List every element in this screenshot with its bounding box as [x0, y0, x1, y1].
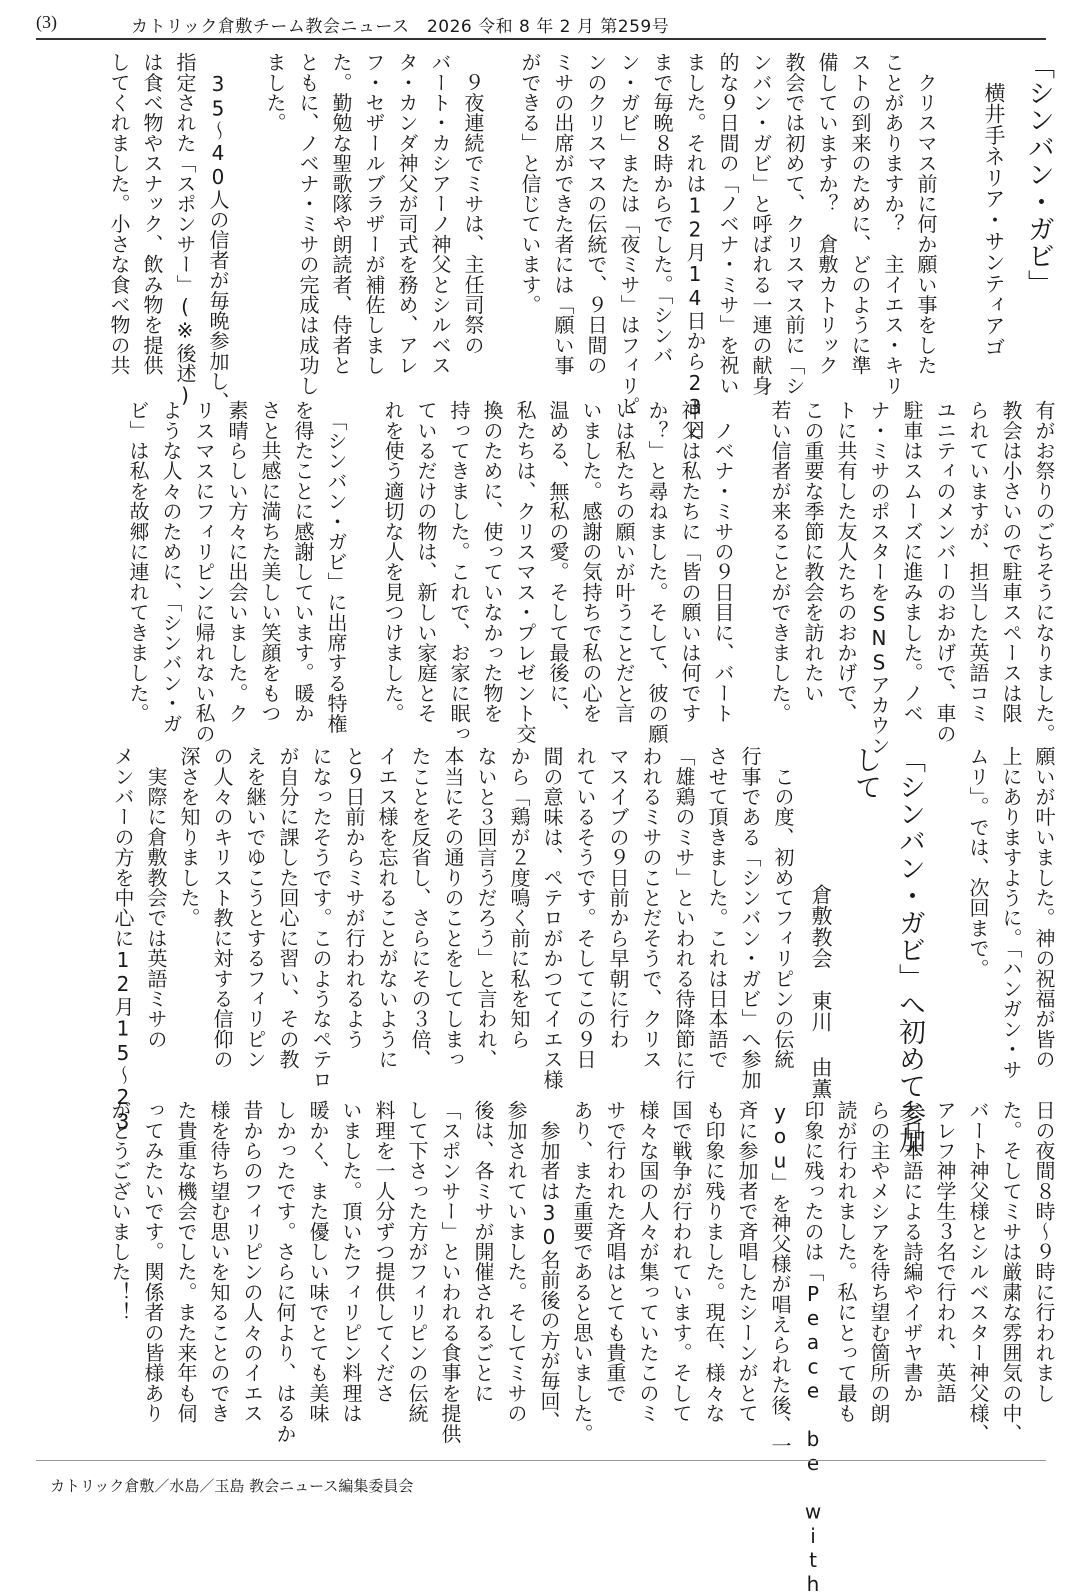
text-column: 駐車はスムーズに進みました。ノベ — [900, 400, 924, 724]
text-column: 日の夜間８時～９時に行われまし — [1032, 1100, 1056, 1403]
article-title: 「シンバン・ガビ」 — [1023, 52, 1054, 297]
text-column: 願いが叶いました。神の祝福が皆の — [1032, 746, 1056, 1070]
text-column: ンのクリスマスの伝統で、９日間の — [584, 52, 608, 376]
text-column: えを継いでゆこうとするフィリピン — [243, 746, 267, 1070]
text-column: ノベナ・ミサの９日目に、バート — [711, 400, 735, 724]
text-column: トに共有した友人たちのおかげで、 — [834, 400, 858, 724]
text-column: 素晴らしい方々に出会いました。ク — [225, 400, 249, 724]
text-column: も印象に残りました。現在、様々な — [702, 1100, 726, 1424]
text-column: しかったです。さらに何より、はるか — [273, 1100, 297, 1444]
text-column: 私たちは、クリスマス・プレゼント交 — [513, 400, 537, 744]
text-column: クリスマス前に何か願い事をした — [914, 52, 938, 376]
text-column: ミサの出席ができた者には「願い事 — [551, 52, 575, 376]
text-column: ました。それは12月14日から23日 — [683, 52, 707, 440]
text-column: ができる」と信じています。 — [518, 52, 542, 315]
newsletter-title: カトリック倉敷チーム教会ニュース 2026 令和 8 年 2 月 第259号 — [131, 17, 670, 37]
text-column: して下さった方がフィリピンの伝統 — [405, 1100, 429, 1424]
text-column: は食べ物やスナック、飲み物を提供 — [140, 52, 164, 376]
text-column: ンバン・ガビ」と呼ばれる一連の献身 — [749, 52, 773, 396]
text-column: ような人々のために、「シンバン・ガ — [159, 400, 183, 734]
page-header — [36, 10, 1046, 40]
text-column: 「スポンサー」といわれる食事を提供 — [438, 1100, 462, 1444]
text-column: た。勤勉な聖歌隊や朗読者、侍者と — [329, 52, 353, 376]
text-column: メンバーの方を中心に12月15～23 — [111, 746, 135, 1134]
text-column: を得たことに感謝しています。暖か — [291, 400, 315, 724]
text-column: サで行われた斉唱はとても貴重で — [603, 1100, 627, 1403]
text-column: になったそうです。このようなペテロ — [309, 746, 333, 1090]
text-column: 本当にその通りのことをしてしまっ — [441, 746, 465, 1070]
text-column: イエス様を忘れることがないように — [375, 746, 399, 1070]
text-column: 「雄鶏のミサ」といわれる待降節に行 — [672, 746, 696, 1090]
text-column: 「シンバン・ガビ」に出席する特権 — [324, 400, 348, 734]
text-column: た貴重な機会でした。また来年も伺 — [174, 1100, 198, 1424]
article-title: 「シンバン・ガビ」へ初めて参加 — [894, 746, 925, 1154]
text-column: と日本語による詩編やイザヤ書か — [900, 1100, 924, 1403]
text-column: 有がお祭りのごちそうになりました。 — [1032, 400, 1056, 744]
text-column: いは私たちの願いが叶うことだと言 — [612, 400, 636, 724]
text-column: 指定された「スポンサー」(※後述) — [173, 52, 197, 408]
tier-1 — [102, 52, 1060, 440]
tier-2 — [121, 400, 1060, 756]
text-column: 35～40人の信者が毎晩参加し、 — [206, 52, 230, 412]
text-column: たことを反省し、さらにその３倍、 — [408, 746, 432, 1070]
text-column: 若い信者が来ることができました。 — [768, 400, 792, 724]
text-column: ビ」は私を故郷に連れてきました。 — [126, 400, 150, 724]
text-column: 深さを知りました。 — [177, 746, 201, 928]
text-column: の人々のキリスト教に対する信仰の — [210, 746, 234, 1070]
text-column: 参加されていました。そしてミサの — [504, 1100, 528, 1424]
text-column: いました。感謝の気持ちで私の心を — [579, 400, 603, 724]
text-column: 実際に倉敷教会では英語ミサの — [144, 746, 168, 1049]
text-column: 温める、無私の愛。そして最後に、 — [546, 400, 570, 724]
text-column: you」を神父様が唱えられた後、一 — [768, 1100, 792, 1456]
text-column: 料理を一人分ずつ提供してくださ — [372, 1100, 396, 1403]
text-column: ン・ガビ」または「夜ミサ」はフィリピ — [617, 52, 641, 416]
tier-3 — [106, 746, 1060, 1154]
footer-text: カトリック倉敷／水島／玉島 教会ニュース編集委員会 — [50, 1477, 414, 1495]
text-column: この度、初めてフィリピンの伝統 — [771, 746, 795, 1070]
text-column: 斉に参加者で斉唱したシーンがとて — [735, 1100, 759, 1424]
text-column: 備していますか？ 倉敷カトリック — [815, 52, 839, 376]
text-column: 教会は小さいので駐車スペースは限 — [999, 400, 1023, 724]
text-column: か？」と尋ねました。そして、彼の願 — [645, 400, 669, 744]
text-column: 上にありますように。「ハンガン・サ — [999, 746, 1023, 1080]
text-column: バート神父様とシルベスター神父様、 — [966, 1100, 990, 1444]
text-column: た。そしてミサは厳粛な雰囲気の中、 — [999, 1100, 1023, 1444]
text-column: 様を待ち望む思いを知ることのでき — [207, 1100, 231, 1424]
text-column: ナ・ミサのポスターをSNSアカウン — [867, 400, 891, 756]
text-column: 間の意味は、ペテロがかつてイエス様 — [540, 746, 564, 1090]
text-column: マスイブの９日前から早朝に行わ — [606, 746, 630, 1049]
text-column: 教会では初めて、クリスマス前に「シ — [782, 52, 806, 396]
text-column: 神父は私たちに「皆の願いは何です — [678, 400, 702, 724]
text-column: 国で戦争が行われています。そして — [669, 1100, 693, 1424]
text-column: ムリ」。では、次回まで。 — [966, 746, 990, 979]
text-column: タ・カンダ神父が司式を務め、アレ — [395, 52, 419, 376]
page-number: (3) — [36, 12, 57, 32]
text-column: あり、また重要であると思いました。 — [570, 1100, 594, 1444]
text-column: 印象に残ったのは「Peace be with — [801, 1100, 825, 1596]
text-column: られていますが、担当した英語コミ — [966, 400, 990, 724]
text-column: ストの到来のために、どのように準 — [848, 52, 872, 376]
text-column: が自分に課した回心に習い、その教 — [276, 746, 300, 1070]
text-column: 様々な国の人々が集っていたこのミ — [636, 1100, 660, 1424]
text-column: アレフ神学生３名で行われ、英語 — [933, 1100, 957, 1403]
text-column: 行事である「シンバン・ガビ」へ参加 — [738, 746, 762, 1090]
text-column: ことがありますか？ 主イエス・キリ — [881, 52, 905, 396]
text-column: れを使う適切な人を見つけました。 — [381, 400, 405, 724]
text-column: してくれました。小さな食べ物の共 — [107, 52, 131, 376]
text-column: 後は、各ミサが開催されるごとに — [471, 1100, 495, 1403]
text-column: がとうございました！！ — [108, 1100, 132, 1323]
text-column: らの主やメシアを待ち望む箇所の朗 — [867, 1100, 891, 1424]
text-column: ました。 — [263, 52, 287, 133]
text-column: リスマスにフィリピンに帰れない私の — [192, 400, 216, 744]
text-column: と９日前からミサが行われるよう — [342, 746, 366, 1049]
text-column: さと共感に満ちた美しい笑顔をもつ — [258, 400, 282, 724]
text-column: まで毎晩８時からでした。「シンバ — [650, 52, 674, 366]
text-column: 昔からのフィリピンの人々のイエス — [240, 1100, 264, 1424]
article-author: 横井手ネリア・サンティアゴ — [982, 82, 1006, 358]
text-column: バート・カシアーノ神父とシルベス — [428, 52, 452, 376]
text-column: 暖かく、また優しい味でとても美味 — [306, 1100, 330, 1424]
text-column: 的な９日間の「ノベナ・ミサ」を祝い — [716, 52, 740, 396]
text-column: いました。頂いたフィリピン料理は — [339, 1100, 363, 1424]
text-column: この重要な季節に教会を訪れたい — [801, 400, 825, 703]
text-column: させて頂きました。これは日本語で — [705, 746, 729, 1070]
text-column: ないと３回言うだろう」と言われ、 — [474, 746, 498, 1070]
text-column: ユニティのメンバーのおかげで、車の — [933, 400, 957, 744]
text-column: 換のために、使っていなかった物を — [480, 400, 504, 724]
text-column: ってみたいです。関係者の皆様あり — [141, 1100, 165, 1424]
text-column: フ・セザールブラザーが補佐しまし — [362, 52, 386, 376]
article-title: して — [850, 746, 881, 801]
text-column: 持ってきました。これで、お家に眠っ — [447, 400, 471, 744]
text-column: ているだけの物は、新しい家庭とそ — [414, 400, 438, 724]
page-footer — [36, 1460, 1046, 1496]
text-column: ともに、ノベナ・ミサの完成は成功し — [296, 52, 320, 396]
text-column: れているそうです。そしてこの９日 — [573, 746, 597, 1070]
text-column: から「鶏が２度鳴く前に私を知ら — [507, 746, 531, 1049]
text-column: われるミサのことだそうで、クリス — [639, 746, 663, 1070]
text-column: ９夜連続でミサは、主任司祭の — [461, 52, 485, 355]
text-column: 読が行われました。私にとって最も — [834, 1100, 858, 1424]
article-author: 倉敷教会 東川 由薫 — [809, 884, 833, 1099]
text-column: 参加者は30名前後の方が毎回、 — [537, 1100, 561, 1432]
